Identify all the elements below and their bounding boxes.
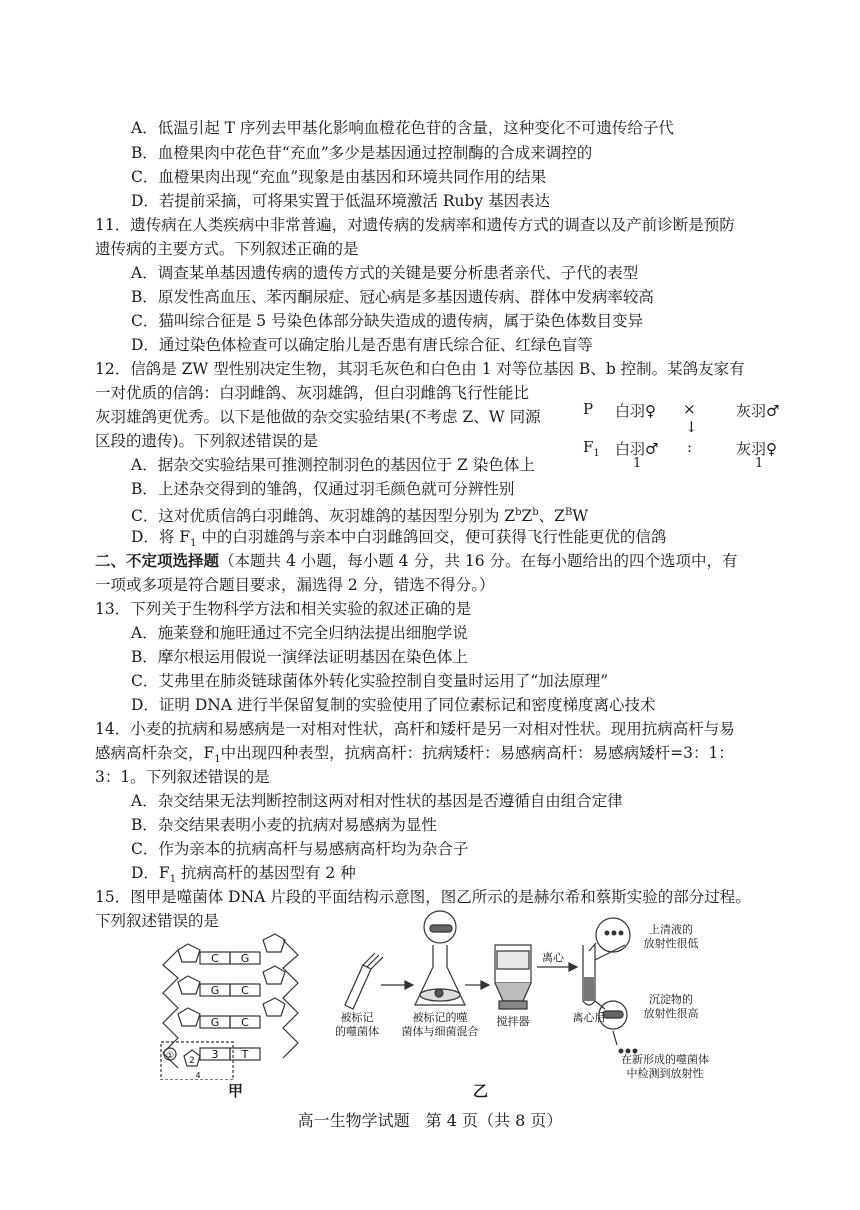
cross-f1-white: 白羽♂ <box>615 440 659 458</box>
q12-stem-line3: 灰羽雄鸽更优秀。以下是他做的杂交实验结果(不考虑 Z、W 同源 <box>95 408 541 426</box>
cross-parent-female: 白羽♀ <box>615 402 656 420</box>
q12-option-d: D．将 $F_1$ 中的白羽雄鸽与亲本中白羽雌鸽回交，便可获得飞行性能更优的信鸽 <box>131 528 667 550</box>
q14-stem-line3: 3：1。下列叙述错误的是 <box>95 768 270 786</box>
cross-arrow: ↓ <box>685 418 698 436</box>
figb-label-mix-2: 菌体与细菌混合 <box>401 1025 479 1038</box>
figa-base-1-right: G <box>240 952 250 965</box>
q10-option-d: D．若提前采摘，可将果实置于低温环境激活 Ruby 基因表达 <box>131 192 551 210</box>
q11-option-b: B．原发性高血压、苯丙酮尿症、冠心病是多基因遗传病、群体中发病率较高 <box>131 288 654 306</box>
q14-option-c: C．作为亲本的抗病高杆与易感病高杆均为杂合子 <box>131 840 469 858</box>
figb-label-supernatant-1: 上清液的 <box>649 923 693 936</box>
figa-base-2-left: G <box>210 984 220 997</box>
q11-option-d: D．通过染色体检查可以确定胎儿是否患有唐氏综合征、红绿色盲等 <box>131 336 593 354</box>
q12-option-c: C．这对优质信鸽白羽雌鸽、灰羽雄鸽的基因型分别为 $Z^bZ^b$、$Z^BW$ <box>131 507 589 526</box>
q13-option-d: D．证明 DNA 进行半保留复制的实验使用了同位素标记和密度梯度离心技术 <box>131 696 656 714</box>
figa-base-1-left: C <box>211 952 219 965</box>
section2-instructions: 一项或多项是符合题目要求，漏选得 2 分，错选不得分。） <box>95 576 495 594</box>
figa-label-1: ① <box>165 1051 175 1061</box>
cross-parent-male: 灰羽♂ <box>736 402 780 420</box>
page-footer: 高一生物学试题 第 4 页（共 8 页） <box>297 1111 563 1130</box>
figa-base-3-left: G <box>210 1016 220 1029</box>
figb-label-sediment-1: 沉淀物的 <box>649 993 693 1006</box>
q11-stem-line2: 遗传病的主要方式。下列叙述正确的是 <box>95 240 359 258</box>
q12-stem-line1: 12．信鸽是 ZW 型性别决定生物，其羽毛灰色和白色由 1 对等位基因 B、b 控制。某鸽友家有 <box>95 360 745 378</box>
figb-label-labeled-phage-2: 的噬菌体 <box>335 1025 379 1038</box>
figb-label-labeled-phage-1: 被标记 <box>340 1011 374 1024</box>
figb-label-sediment-2: 放射性很高 <box>643 1007 699 1020</box>
q12-stem-line2: 一对优质的信鸽：白羽雌鸽、灰羽雄鸽，但白羽雌鸽飞行性能比 <box>95 384 530 402</box>
figb-label-centrifuge: 离心 <box>542 951 564 964</box>
q11-option-a: A．调查某单基因遗传病的遗传方式的关键是要分析患者亲代、子代的表型 <box>131 264 639 282</box>
q14-option-a: A．杂交结果无法判断控制这两对相对性状的基因是否遵循自由组合定律 <box>131 792 623 810</box>
q13-stem: 13．下列关于生物科学方法和相关实验的叙述正确的是 <box>95 600 472 618</box>
figa-base-2-right: C <box>241 984 249 997</box>
q14-option-b: B．杂交结果表明小麦的抗病对易感病为显性 <box>131 816 437 834</box>
q15-stem-line1: 15．图甲是噬菌体 DNA 片段的平面结构示意图，图乙所示的是赫尔希和蔡斯实验的部分过程。 <box>95 888 751 906</box>
q15-stem-line2: 下列叙述错误的是 <box>95 912 220 930</box>
figure-b-experiment-diagram <box>315 905 735 1083</box>
figa-base-4-right: T <box>241 1048 249 1061</box>
cross-ratio-a: 1 <box>633 456 642 471</box>
q10-option-b: B．血橙果肉中花色苷“充血”多少是基因通过控制酶的合成来调控的 <box>131 144 593 162</box>
figa-label-4: 4 <box>195 1071 201 1080</box>
q11-stem-line1: 11．遗传病在人类疾病中非常普遍，对遗传病的发病率和遗传方式的调查以及产前诊断是预防 <box>95 216 735 234</box>
q10-option-c: C．血橙果肉出现“充血”现象是由基因和环境共同作用的结果 <box>131 168 547 186</box>
cross-colon: : <box>687 438 693 456</box>
q14-option-d: D．$F_1$ 抗病高杆的基因型有 2 种 <box>131 864 356 886</box>
q14-stem-line1: 14．小麦的抗病和易感病是一对相对性状，高杆和矮杆是另一对相对性状。现用抗病高杆与易 <box>95 720 735 738</box>
q10-option-a: A．低温引起 T 序列去甲基化影响血橙花色苷的含量，这种变化不可遗传给子代 <box>131 119 674 137</box>
q12-cross-diagram <box>583 400 813 471</box>
q13-option-b: B．摩尔根运用假说一演绎法证明基因在染色体上 <box>131 648 468 666</box>
figb-label-after-centrifuge: 离心后 <box>572 1011 606 1024</box>
q12-option-a: A．据杂交实验结果可推测控制羽色的基因位于 Z 染色体上 <box>131 456 535 474</box>
q11-option-c: C．猫叫综合征是 5 号染色体部分缺失造成的遗传病，属于染色体数目变异 <box>131 312 644 330</box>
figure-a-caption: 甲 <box>228 1082 244 1100</box>
figa-base-4-left: 3 <box>211 1048 219 1061</box>
cross-f1-gray: 灰羽♀ <box>736 440 777 458</box>
cross-times: × <box>683 400 696 418</box>
figb-label-new-phage-2: 中检测到放射性 <box>626 1067 704 1080</box>
section2-heading: 二、不定项选择题（本题共 4 小题，每小题 4 分，共 16 分。在每小题给出的四个选项中，有 <box>95 551 738 570</box>
figa-label-2: 2 <box>189 1056 195 1066</box>
cross-f1-label: $F_1$ <box>583 438 600 459</box>
figure-b-caption: 乙 <box>473 1082 489 1100</box>
cross-p-label: P <box>583 400 594 418</box>
q14-stem-line2: 感病高杆杂交，$F_1$中出现四种表型，抗病高杆：抗病矮杆：易感病高杆：易感病矮杆=3：1： <box>95 744 734 766</box>
q12-stem-line4: 区段的遗传)。下列叙述错误的是 <box>95 432 319 450</box>
cross-ratio-b: 1 <box>755 456 764 471</box>
q13-option-c: C．艾弗里在肺炎链球菌体外转化实验控制自变量时运用了“加法原理” <box>131 672 609 690</box>
figb-label-blender: 搅拌器 <box>496 1015 530 1028</box>
q12-option-b: B．上述杂交得到的雏鸽，仅通过羽毛颜色就可分辨性别 <box>131 480 515 498</box>
q13-option-a: A．施莱登和施旺通过不完全归纳法提出细胞学说 <box>131 624 468 642</box>
figb-label-supernatant-2: 放射性很低 <box>643 937 699 950</box>
figure-a-dna-diagram <box>158 930 308 1080</box>
figb-label-mix-1: 被标记的噬 <box>412 1011 468 1024</box>
figa-base-3-right: C <box>241 1016 249 1029</box>
figb-label-new-phage-1: 在新形成的噬菌体 <box>621 1053 709 1066</box>
